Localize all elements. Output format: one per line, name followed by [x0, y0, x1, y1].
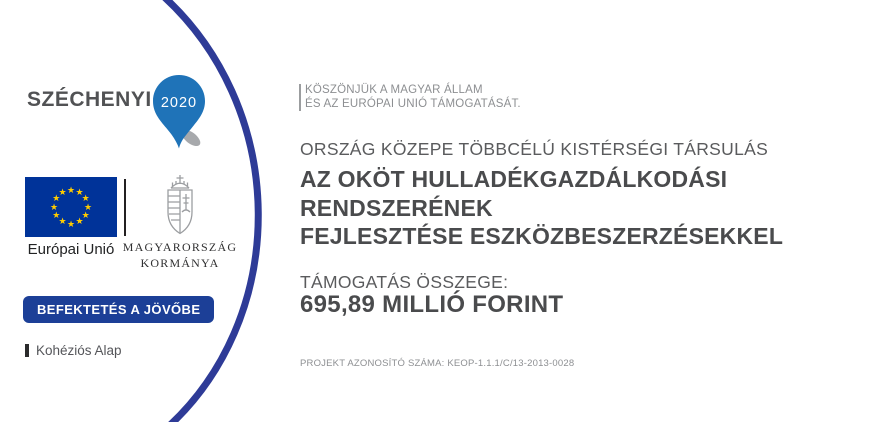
- eu-star-icon: ★: [58, 216, 67, 227]
- project-title-line3: FEJLESZTÉSE ESZKÖZBESZERZÉSEKKEL: [300, 223, 784, 249]
- eu-star-icon: ★: [75, 186, 84, 197]
- government-label: [120, 240, 240, 271]
- project-title-line1: AZ OKÖT HULLADÉKGAZDÁLKODÁSI: [300, 166, 728, 192]
- eu-star-icon: ★: [49, 201, 59, 212]
- project-title: [300, 165, 783, 251]
- eu-star-icon: ★: [58, 186, 67, 197]
- project-title-line2: RENDSZERÉNEK: [300, 194, 493, 221]
- hungary-coat-of-arms-icon: [159, 173, 201, 237]
- eu-star-icon: ★: [81, 193, 90, 203]
- cohesion-fund: [25, 343, 122, 358]
- fund-label: Kohéziós Alap: [36, 343, 122, 358]
- szechenyi-year-label: 2020: [160, 95, 198, 111]
- government-line2: KORMÁNYA: [140, 256, 220, 270]
- eu-flag-label: Európai Unió: [27, 241, 115, 258]
- eu-star-icon: ★: [83, 201, 93, 212]
- thanks-line1: KÖSZÖNJÜK A MAGYAR ÁLLAM: [305, 84, 483, 96]
- support-amount-label: TÁMOGATÁS ÖSSZEGE:: [300, 272, 509, 292]
- eu-flag: [25, 177, 117, 237]
- eu-star-icon: ★: [81, 210, 90, 220]
- thanks-note: [299, 84, 521, 111]
- eu-star-icon: ★: [66, 184, 76, 195]
- szechenyi-2020-pin-icon: [149, 74, 211, 156]
- project-id: PROJEKT AZONOSÍTÓ SZÁMA: KEOP-1.1.1/C/13-2013-0028: [300, 358, 575, 369]
- thanks-line2: ÉS AZ EURÓPAI UNIÓ TÁMOGATÁSÁT.: [305, 97, 521, 110]
- eu-star-icon: ★: [52, 193, 61, 203]
- organization-name: ORSZÁG KÖZEPE TÖBBCÉLÚ KISTÉRSÉGI TÁRSULÁS: [300, 139, 769, 159]
- eu-star-icon: ★: [66, 218, 76, 229]
- eu-star-icon: ★: [52, 210, 61, 220]
- fund-bar-icon: [25, 344, 29, 357]
- logo-divider: [124, 179, 126, 236]
- support-amount-value: 695,89 MILLIÓ FORINT: [300, 291, 564, 318]
- befektetes-a-jovobe-badge: BEFEKTETÉS A JÖVŐBE: [23, 296, 214, 323]
- szechenyi-wordmark: SZÉCHENYI: [27, 88, 152, 111]
- government-line1: MAGYARORSZÁG: [122, 240, 238, 254]
- eu-star-icon: ★: [75, 216, 84, 227]
